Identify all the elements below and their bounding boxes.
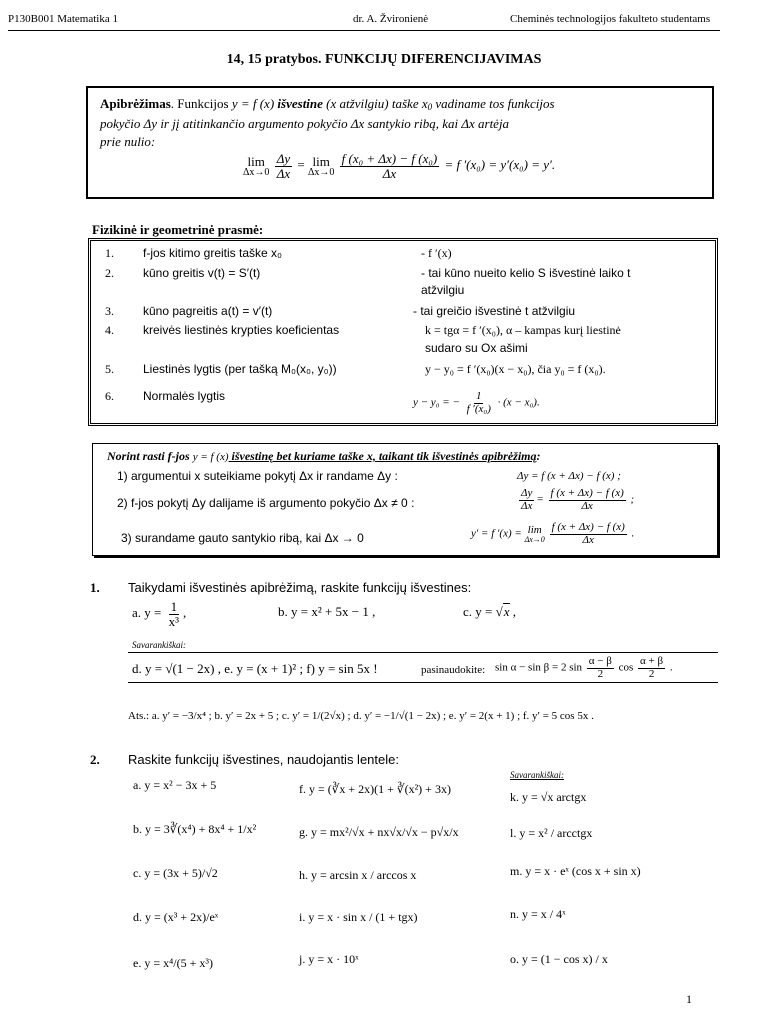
physical-table	[88, 238, 718, 426]
task2-n: n. y = x / 4ˣ	[510, 907, 566, 921]
task2-self-label: Savarankiškai:	[510, 770, 564, 780]
pt-row-2-left: kūno greitis v(t) = S′(t)	[143, 266, 261, 280]
task1-self-label: Savarankiškai:	[132, 640, 186, 650]
pt-row-2-num: 2.	[105, 266, 114, 280]
pt-row-4b-right: sudaro su Ox ašimi	[425, 341, 528, 355]
task1-number: 1.	[90, 580, 100, 595]
pt-row-6-num: 6.	[105, 389, 114, 403]
header-audience: Cheminės technologijos fakulteto studentams	[510, 13, 711, 25]
header-author: dr. A. Žvironienė	[353, 13, 429, 25]
pt-row-1-num: 1.	[105, 246, 114, 260]
task2-number: 2.	[90, 752, 100, 767]
procedure-step-3: 3) surandame gauto santykio ribą, kai Δx → 0	[121, 531, 364, 545]
task2-e: e. y = x⁴/(5 + x³)	[133, 956, 213, 970]
pt-row-4-right: k = tgα = f ′(x₀), α – kampas kurį liestinė	[425, 323, 621, 337]
task2-k: k. y = √x arctgx	[510, 790, 587, 804]
pt-row-3-left: kūno pagreitis a(t) = v′(t)	[143, 304, 273, 318]
task1-hint-formula: sin α − sin β = 2 sin $\frac{\alpha - \beta}{2}$ cos $\frac{\alpha + \beta}{2}$ .	[495, 655, 673, 680]
pt-row-3-right: - tai greičio išvestinė t atžvilgiu	[413, 304, 576, 318]
task1-b: b. y = x² + 5x − 1 ,	[278, 604, 376, 619]
task2-text: Raskite funkcijų išvestines, naudojantis lentele:	[128, 752, 399, 767]
procedure-box	[92, 443, 718, 556]
task2-b: b. y = 3∛(x⁴) + 8x⁴ + 1/x²	[133, 822, 257, 836]
task2-c: c. y = (3x + 5)/√2	[133, 866, 218, 880]
physical-heading: Fizikinė ir geometrinė prasmė:	[92, 222, 264, 237]
task2-o: o. y = (1 − cos x) / x	[510, 952, 608, 966]
task1-answers: Ats.: a. y′ = −3/x⁴ ; b. y′ = 2x + 5 ; c. y′ = 1/(2√x) ; d. y′ = −1/√(1 − 2x) ; e. y′ = 2(x + 1) ; f. y′ = 5 cos 5x .	[128, 710, 594, 722]
pt-row-5-right: y − y₀ = f ′(x₀)(x − x₀), čia y₀ = f (x₀).	[425, 362, 606, 376]
pt-row-5-left: Liestinės lygtis (per tašką M₀(x₀, y₀))	[143, 362, 337, 376]
pt-row-2b-right: atžvilgiu	[421, 283, 465, 297]
pt-row-4-left: kreivės liestinės krypties koeficientas	[143, 323, 340, 337]
task2-h: h. y = arcsin x / arccos x	[299, 868, 417, 882]
definition-line-2: pokyčio Δy ir jį atitinkančio argumento pokyčio Δx santykio ribą, kai Δx artėja	[100, 116, 510, 131]
task1-rule-bottom	[128, 682, 718, 683]
page-number: 1	[686, 992, 692, 1006]
task1-a: a. y = $\frac{1}{\text{x³}}$ ,	[132, 599, 187, 629]
procedure-heading: Norint rasti f-jos y = f (x) išvestinę bet kuriame taške x, taikant tik išvestinės apibrėžimą:	[107, 449, 541, 463]
task1-hint: pasinaudokite:	[421, 664, 486, 676]
pt-row-4-num: 4.	[105, 323, 114, 337]
task2-m: m. y = x · eˣ (cos x + sin x)	[510, 864, 641, 878]
procedure-step-2-formula: $\frac{\Delta y}{\Delta x}$ = $\frac{f (x + \Delta x) - f (x)}{\Delta x}$ ;	[521, 487, 635, 512]
header-course: P130B001 Matematika 1	[8, 13, 118, 25]
pt-row-1-left: f-jos kitimo greitis taške x₀	[143, 246, 283, 260]
task2-l: l. y = x² / arcctgx	[510, 826, 593, 840]
procedure-step-1-formula: Δy = f (x + Δx) − f (x) ;	[517, 470, 621, 482]
task2-f: f. y = (∛x + 2x)(1 + ∛(x²) + 3x)	[299, 782, 451, 796]
task1-text: Taikydami išvestinės apibrėžimą, raskite funkcijų išvestines:	[128, 580, 472, 595]
pt-row-6-right: y − y₀ = − $\frac{1}{\text{f ′(x₀)}}$ · (x − x₀).	[413, 390, 540, 415]
task2-a: a. y = x² − 3x + 5	[133, 778, 217, 792]
task1-c: c. y = √x ,	[463, 604, 517, 619]
definition-box	[86, 86, 714, 199]
pt-row-3-num: 3.	[105, 304, 114, 318]
procedure-step-1: 1) argumentui x suteikiame pokytį Δx ir randame Δy :	[117, 469, 398, 483]
pt-row-5-num: 5.	[105, 362, 114, 376]
task2-j: j. y = x · 10ˣ	[299, 952, 359, 966]
page-title: 14, 15 pratybos. FUNKCIJŲ DIFERENCIJAVIMAS	[226, 52, 542, 67]
definition-line-3: prie nulio:	[100, 134, 156, 149]
task1-d-e-f: d. y = √(1 − 2x) , e. y = (x + 1)² ; f) y = sin 5x !	[132, 661, 378, 676]
task2-g: g. y = mx²/√x + nx√x/√x − p√x/x	[299, 825, 459, 839]
pt-row-2-right: - tai kūno nueito kelio S išvestinė laiko t	[421, 266, 631, 280]
pt-row-1-right: - f ′(x)	[421, 246, 452, 260]
task1-rule-top	[128, 652, 718, 653]
definition-formula: lim Δx→0 $\frac{\Delta y}{\Delta x}$ = lim Δx→0 $\frac{\text{f (x₀ + Δx) − f (x₀)}}{\Delta x}$ = f ′(x₀) = y′(x₀) = y′.	[243, 151, 556, 181]
definition-label: Apibrėžimas	[100, 96, 171, 111]
procedure-step-3-formula: y′ = f ′(x) = lim Δx→0 $\frac{f (x + \Delta x) - f (x)}{\Delta x}$ .	[471, 521, 635, 546]
task2-i: i. y = x · sin x / (1 + tgx)	[299, 910, 418, 924]
definition-line-1: Apibrėžimas. Funkcijos y = f (x) išvestine (x atžvilgiu) taške x0 vadiname tos funkcijos	[100, 96, 555, 112]
procedure-step-2: 2) f-jos pokytį Δy dalijame iš argumento pokyčio Δx ≠ 0 :	[117, 496, 415, 510]
pt-row-6-left: Normalės lygtis	[143, 389, 226, 403]
header-rule	[8, 30, 720, 31]
task2-d: d. y = (x³ + 2x)/eˣ	[133, 910, 219, 924]
